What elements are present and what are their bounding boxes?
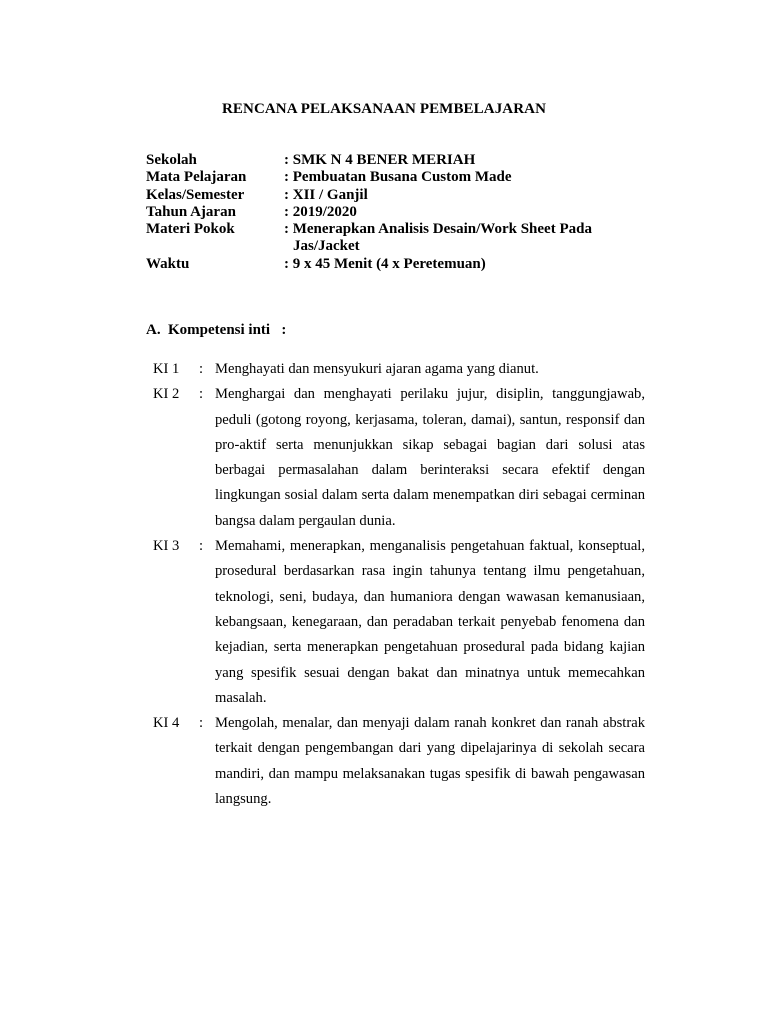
ki-text: Mengolah, menalar, dan menyaji dalam ranah konkret dan ranah abstrak terkait dengan pengembangan dari yang dipelajarinya di sekolah secara mandiri, dan mampu melaksanakan tugas spesifik di bawah pengawasan langsung. [215,715,645,808]
info-label: Waktu [146,255,190,272]
section-heading-kompetensi-inti [146,322,286,339]
info-label: Mata Pelajaran [146,169,247,186]
ki-colon: : [199,386,204,403]
info-row-sekolah [146,152,626,169]
ki-item-2 [153,382,645,534]
ki-code: KI 1 [153,361,180,377]
info-label: Kelas/Semester [146,186,245,203]
info-row-tahun-ajaran [146,204,626,221]
info-value: : 2019/2020 [284,203,357,220]
section-title: Kompetensi inti [168,322,271,338]
info-row-materi-pokok [146,221,626,256]
info-label: Tahun Ajaran [146,203,236,220]
ki-text: Menghayati dan mensyukuri ajaran agama yang dianut. [215,361,539,377]
ki-code: KI 2 [153,386,180,403]
info-row-waktu [146,256,626,273]
ki-text: Menghargai dan menghayati perilaku jujur, disiplin, tanggungjawab, peduli (gotong royong, kerjasama, toleran, damai), santun, responsif dan pro-aktif serta menunjukkan sikap sebagai bagian dari solusi atas berbagai permasalahan dalam berinteraksi secara efektif dengan lingkungan sosial dalam serta dalam menempatkan diri sebagai cerminan bangsa dalam pergaulan dunia. [215,386,645,529]
ki-code: KI 4 [153,715,180,732]
info-row-mata-pelajaran [146,169,626,186]
info-value: : XII / Ganjil [284,186,368,203]
section-letter: A. [146,322,161,338]
ki-text: Memahami, menerapkan, menganalisis pengetahuan faktual, konseptual, prosedural berdasarkan rasa ingin tahunya tentang ilmu pengetahuan, teknologi, seni, budaya, dan humaniora dengan wawasan kemanusiaan, kebangsaan, kenegaraan, dan peradaban terkait penyebab fenomena dan kejadian, serta menerapkan pengetahuan prosedural pada bidang kajian yang spesifik sesuai dengan bakat dan minatnya untuk memecahkan masalah. [215,538,645,706]
info-table [146,152,626,273]
info-value-multiline [284,221,626,256]
document-title: RENCANA PELAKSANAAN PEMBELAJARAN [221,101,547,117]
ki-list [153,357,645,812]
info-value: : Pembuatan Busana Custom Made [284,169,512,186]
ki-code: KI 3 [153,538,180,555]
info-label: Sekolah [146,152,197,168]
ki-item-1 [153,357,645,382]
ki-item-3 [153,534,645,711]
ki-colon: : [199,361,204,377]
info-row-kelas-semester [146,187,626,204]
section-colon: : [281,322,287,338]
info-value: : SMK N 4 BENER MERIAH [284,152,476,168]
info-value: : Menerapkan Analisis Desain/Work Sheet Pada [284,221,592,238]
info-value-continuation: Jas/Jacket [293,238,360,255]
ki-colon: : [199,715,204,732]
ki-colon: : [199,538,204,555]
info-label: Materi Pokok [146,221,235,238]
info-value: : 9 x 45 Menit (4 x Peretemuan) [284,255,486,272]
ki-item-4 [153,711,645,812]
